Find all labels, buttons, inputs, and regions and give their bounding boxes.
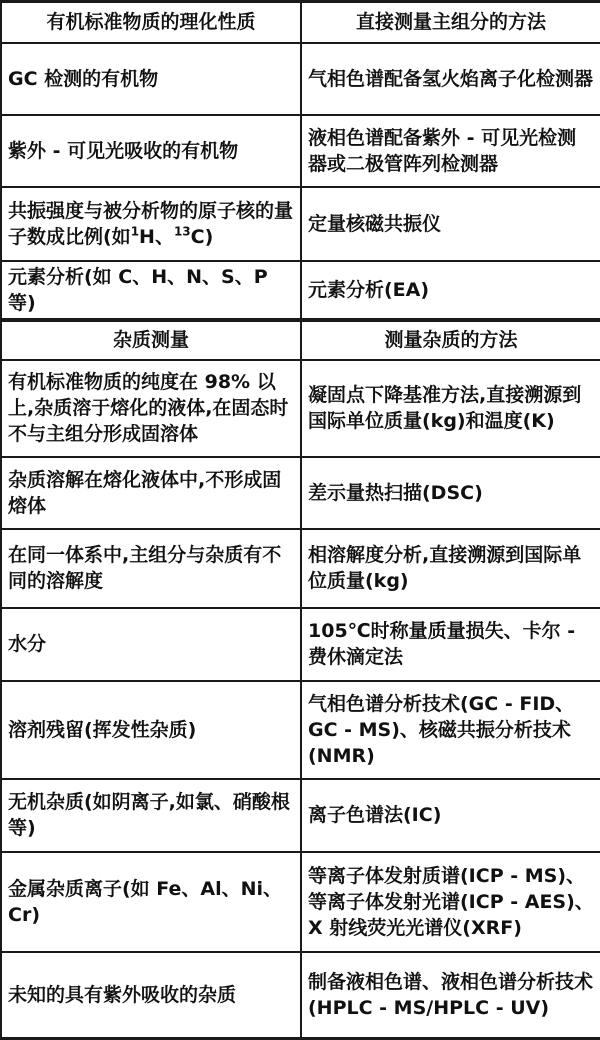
table-cell: 溶剂残留(挥发性杂质)	[1, 681, 301, 779]
table-cell: 有机标准物质的纯度在 98% 以上,杂质溶于熔化的液体,在固态时不与主组分形成固溶体	[1, 360, 301, 457]
nmr-superscript-13: 13	[173, 224, 191, 239]
table-cell: 105℃时称量质量损失、卡尔 - 费休滴定法	[301, 608, 600, 681]
table-row	[1, 608, 600, 681]
table-cell: 制备液相色谱、液相色谱分析技术(HPLC - MS/HPLC - UV)	[301, 952, 600, 1039]
table-row	[1, 529, 600, 608]
header-cell: 杂质测量	[1, 320, 301, 360]
table-row	[1, 952, 600, 1039]
header-cell: 测量杂质的方法	[301, 320, 600, 360]
table-row	[1, 457, 600, 529]
table-cell: 元素分析(如 C、H、N、S、P 等)	[1, 261, 301, 320]
table-cell: GC 检测的有机物	[1, 43, 301, 115]
table-cell: 相溶解度分析,直接溯源到国际单位质量(kg)	[301, 529, 600, 608]
header-cell: 直接测量主组分的方法	[301, 2, 600, 43]
section2-header-row	[1, 320, 600, 360]
table-cell: 离子色谱法(IC)	[301, 779, 600, 852]
table-cell: 未知的具有紫外吸收的杂质	[1, 952, 301, 1039]
nmr-text-mid: H、	[139, 225, 174, 248]
table-row	[1, 115, 600, 187]
table-cell: 杂质溶解在熔化液体中,不形成固熔体	[1, 457, 301, 529]
header-cell: 有机标准物质的理化性质	[1, 2, 301, 43]
table-cell: 液相色谱配备紫外 - 可见光检测器或二极管阵列检测器	[301, 115, 600, 187]
table-cell-nmr-property	[1, 187, 301, 261]
table-cell: 元素分析(EA)	[301, 261, 600, 320]
table-cell: 在同一体系中,主组分与杂质有不同的溶解度	[1, 529, 301, 608]
nmr-text-before: 共振强度与被分析物的原子核的量子数成比例(如	[8, 199, 294, 248]
table-cell: 凝固点下降基准方法,直接溯源到国际单位质量(kg)和温度(K)	[301, 360, 600, 457]
table-row	[1, 43, 600, 115]
table-row	[1, 187, 600, 261]
table-row	[1, 779, 600, 852]
table-cell: 无机杂质(如阴离子,如氯、硝酸根等)	[1, 779, 301, 852]
table-cell: 水分	[1, 608, 301, 681]
table-cell: 气相色谱配备氢火焰离子化检测器	[301, 43, 600, 115]
table-cell: 差示量热扫描(DSC)	[301, 457, 600, 529]
table-row	[1, 261, 600, 320]
table-row	[1, 852, 600, 952]
table-cell: 紫外 - 可见光吸收的有机物	[1, 115, 301, 187]
table-cell: 等离子体发射质谱(ICP - MS)、等离子体发射光谱(ICP - AES)、X 射线荧光光谱仪(XRF)	[301, 852, 600, 952]
section1-header-row	[1, 2, 600, 43]
table-cell: 金属杂质离子(如 Fe、Al、Ni、Cr)	[1, 852, 301, 952]
table-cell: 定量核磁共振仪	[301, 187, 600, 261]
table-row	[1, 360, 600, 457]
table-cell: 气相色谱分析技术(GC - FID、GC - MS)、核磁共振分析技术(NMR)	[301, 681, 600, 779]
table-row	[1, 681, 600, 779]
nmr-superscript-1: 1	[130, 224, 140, 239]
nmr-text-after: C)	[190, 225, 214, 248]
